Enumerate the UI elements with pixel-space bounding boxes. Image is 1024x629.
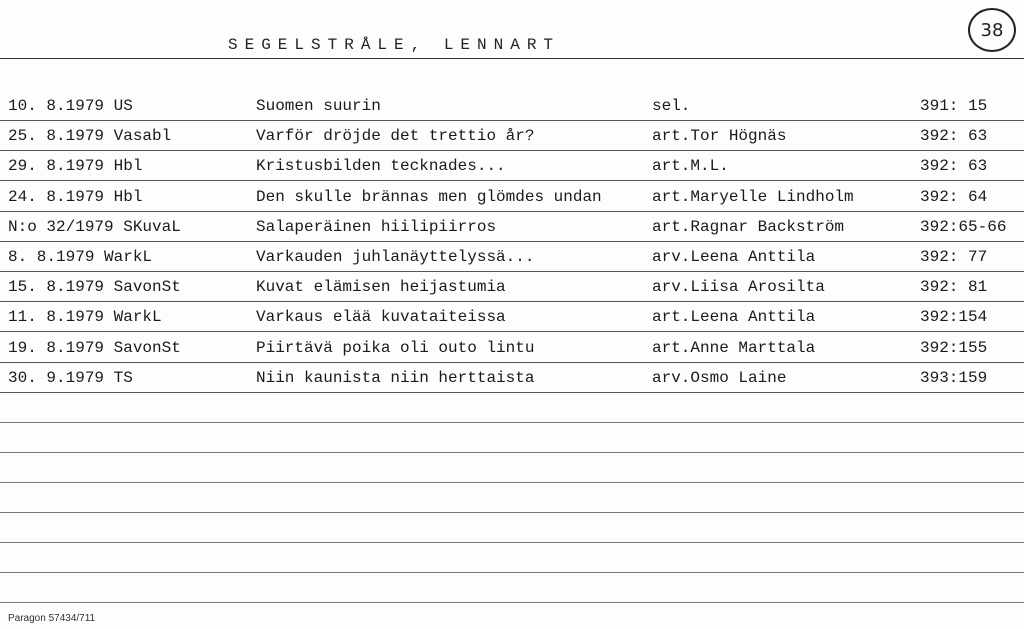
archive-ref: 393:159 <box>920 369 988 387</box>
article-author: arv.Osmo Laine <box>652 369 787 387</box>
article-title: Varför dröjde det trettio år? <box>256 127 535 145</box>
blank-rule <box>0 512 1024 513</box>
table-row <box>0 336 1024 360</box>
table-row <box>0 366 1024 390</box>
date-source: 19. 8.1979 SavonSt <box>8 339 181 357</box>
article-title: Piirtävä poika oli outo lintu <box>256 339 535 357</box>
table-row <box>0 215 1024 239</box>
article-title: Varkauden juhlanäyttelyssä... <box>256 248 535 266</box>
blank-rule <box>0 452 1024 453</box>
row-rule <box>0 301 1024 302</box>
date-source: 11. 8.1979 WarkL <box>8 308 162 326</box>
blank-rule <box>0 542 1024 543</box>
date-source: 15. 8.1979 SavonSt <box>8 278 181 296</box>
archive-ref: 392: 63 <box>920 157 988 175</box>
archive-ref: 392: 81 <box>920 278 988 296</box>
table-row <box>0 124 1024 148</box>
article-author: art.M.L. <box>652 157 729 175</box>
table-row <box>0 245 1024 269</box>
date-source: 8. 8.1979 WarkL <box>8 248 153 266</box>
date-source: 10. 8.1979 US <box>8 97 133 115</box>
article-author: art.Tor Högnäs <box>652 127 787 145</box>
row-rule <box>0 241 1024 242</box>
article-author: arv.Liisa Arosilta <box>652 278 825 296</box>
card-number-circle: 38 <box>968 8 1016 52</box>
table-row <box>0 275 1024 299</box>
table-row <box>0 305 1024 329</box>
article-author: art.Leena Anttila <box>652 308 816 326</box>
date-source: N:o 32/1979 SKuvaL <box>8 218 181 236</box>
table-row <box>0 94 1024 118</box>
article-author: art.Ragnar Backström <box>652 218 845 236</box>
archive-ref: 392: 77 <box>920 248 988 266</box>
table-row <box>0 154 1024 178</box>
blank-rule <box>0 572 1024 573</box>
row-rule <box>0 180 1024 181</box>
row-rule <box>0 211 1024 212</box>
archive-ref: 392:65-66 <box>920 218 1007 236</box>
article-title: Kuvat elämisen heijastumia <box>256 278 506 296</box>
blank-rule <box>0 422 1024 423</box>
article-title: Varkaus elää kuvataiteissa <box>256 308 506 326</box>
article-title: Niin kaunista niin herttaista <box>256 369 535 387</box>
person-name: SEGELSTRÅLE, LENNART <box>228 36 561 54</box>
archive-ref: 391: 15 <box>920 97 988 115</box>
printer-mark: Paragon 57434/711 <box>8 613 96 624</box>
article-author: sel. <box>652 97 691 115</box>
article-title: Suomen suurin <box>256 97 381 115</box>
row-rule <box>0 120 1024 121</box>
archive-ref: 392:154 <box>920 308 988 326</box>
table-row <box>0 185 1024 209</box>
row-rule <box>0 392 1024 393</box>
article-title: Den skulle brännas men glömdes undan <box>256 188 602 206</box>
article-author: art.Maryelle Lindholm <box>652 188 854 206</box>
article-author: art.Anne Marttala <box>652 339 816 357</box>
row-rule <box>0 150 1024 151</box>
date-source: 29. 8.1979 Hbl <box>8 157 143 175</box>
article-title: Salaperäinen hiilipiirros <box>256 218 497 236</box>
date-source: 24. 8.1979 Hbl <box>8 188 143 206</box>
date-source: 25. 8.1979 Vasabl <box>8 127 172 145</box>
date-source: 30. 9.1979 TS <box>8 369 133 387</box>
article-author: arv.Leena Anttila <box>652 248 816 266</box>
header-rule <box>0 58 1024 59</box>
archive-ref: 392: 64 <box>920 188 988 206</box>
row-rule <box>0 331 1024 332</box>
row-rule <box>0 362 1024 363</box>
archive-ref: 392:155 <box>920 339 988 357</box>
article-title: Kristusbilden tecknades... <box>256 157 506 175</box>
blank-rule <box>0 602 1024 603</box>
archive-ref: 392: 63 <box>920 127 988 145</box>
row-rule <box>0 271 1024 272</box>
blank-rule <box>0 482 1024 483</box>
